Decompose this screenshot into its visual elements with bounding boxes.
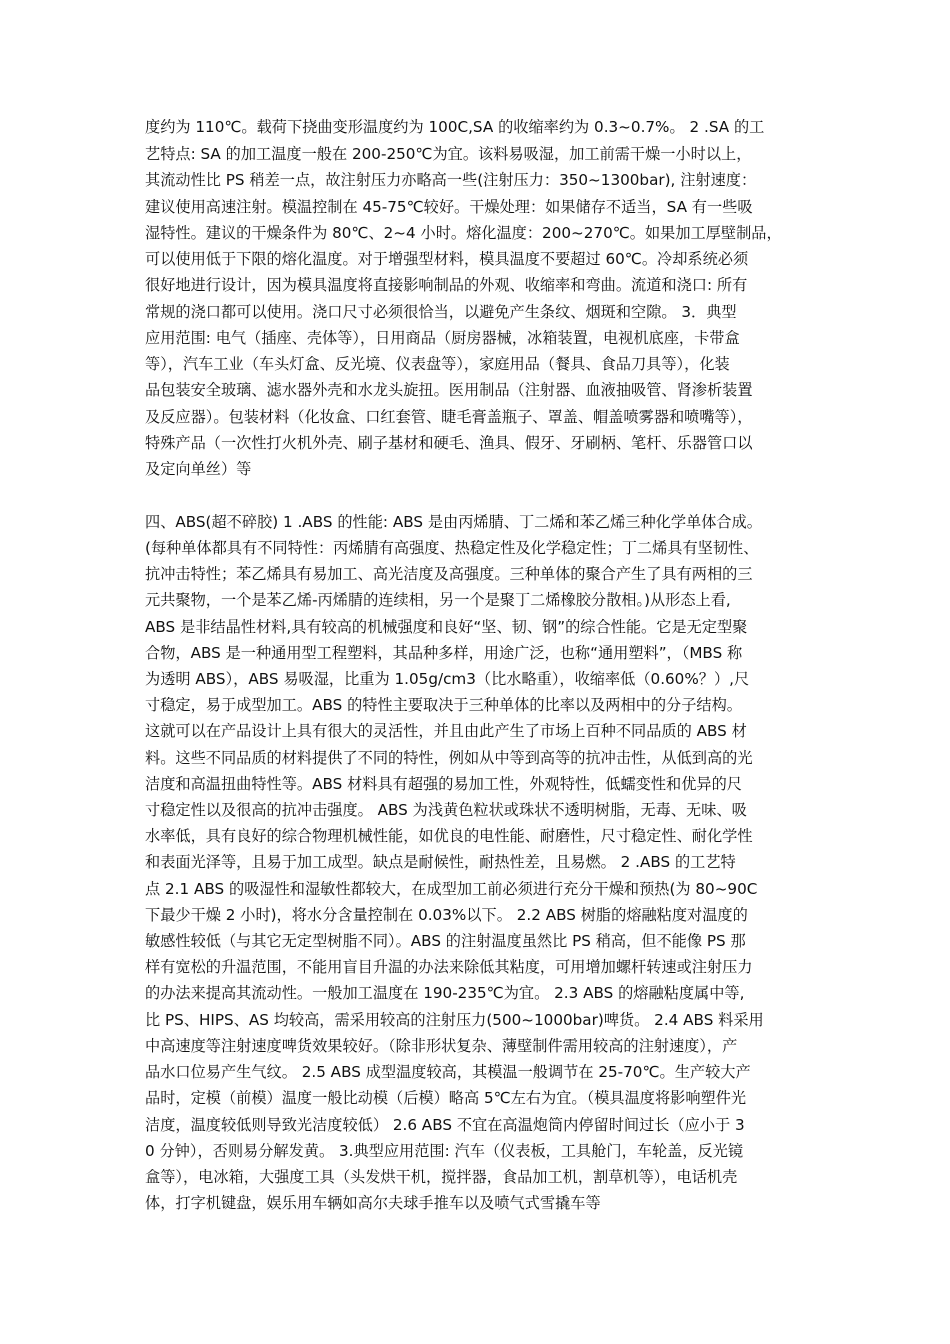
text-line: 下最少干燥 2 小时)，将水分含量控制在 0.03%以下。 2.2 ABS 树脂的熔融粘度对温度的 <box>145 906 748 924</box>
text-line: 盒等），电冰箱，大强度工具（头发烘干机，搅拌器，食品加工机，割草机等），电话机壳 <box>145 1168 738 1186</box>
text-line: 寸稳定，易于成型加工。ABS 的特性主要取决于三种单体的比率以及两相中的分子结构。 <box>145 696 742 714</box>
text-line: 和表面光泽等，且易于加工成型。缺点是耐候性，耐热性差，且易燃。 2 .ABS 的工艺特 <box>145 853 736 871</box>
text-line: (每种单体都具有不同特性：丙烯腈有高强度、热稳定性及化学稳定性；丁二烯具有坚韧性、 <box>145 539 759 557</box>
text-line: 寸稳定性以及很高的抗冲击强度。 ABS 为浅黄色粒状或珠状不透明树脂，无毒、无味、吸 <box>145 801 747 819</box>
text-line: 常规的浇口都可以使用。浇口尺寸必须很恰当，以避免产生条纹、烟斑和空隙。 3．典型 <box>145 303 737 321</box>
text-line: 湿特性。建议的干燥条件为 80℃、2~4 小时。熔化温度：200~270℃。如果加工厚壁制品， <box>145 224 782 242</box>
text-line: 可以使用低于下限的熔化温度。对于增强型材料，模具温度不要超过 60℃。冷却系统必须 <box>145 250 749 268</box>
text-line: 的办法来提高其流动性。一般加工温度在 190-235℃为宜。 2.3 ABS 的熔融粘度属中等, <box>145 984 745 1002</box>
text-line: 水率低，具有良好的综合物理机械性能，如优良的电性能、耐磨性，尺寸稳定性、耐化学性 <box>145 827 753 845</box>
text-line: 中高速度等注射速度啤货效果较好。（除非形状复杂、薄壁制件需用较高的注射速度），产 <box>145 1037 738 1055</box>
text-line: 应用范围: 电气（插座、壳体等），日用商品（厨房器械，冰箱装置，电视机底座，卡带盒 <box>145 329 740 347</box>
text-line: 四、ABS(超不碎胶) 1 .ABS 的性能: ABS 是由丙烯腈、丁二烯和苯乙烯三种化学单体合成。 <box>145 513 762 531</box>
text-line: 度约为 110℃。载荷下挠曲变形温度约为 100C,SA 的收缩率约为 0.3~0.7%。 2 .SA 的工 <box>145 118 765 136</box>
text-line: 品包装安全玻璃、滤水器外壳和水龙头旋扭。医用制品（注射器、血液抽吸管、肾渗析装置 <box>145 381 753 399</box>
text-line: 0 分钟），否则易分解发黄。 3.典型应用范围: 汽车（仪表板，工具舱门，车轮盖，反光镜 <box>145 1142 744 1160</box>
text-line: 很好地进行设计，因为模具温度将直接影响制品的外观、收缩率和弯曲。流道和浇口: 所有 <box>145 276 748 294</box>
text-line: 比 PS、HIPS、AS 均较高，需采用较高的注射压力(500~1000bar)啤货。 2.4 ABS 料采用 <box>145 1011 764 1029</box>
text-line: 样有宽松的升温范围，不能用盲目升温的办法来除低其粘度，可用增加螺杆转速或注射压力 <box>145 958 753 976</box>
text-line: 合物，ABS 是一种通用型工程塑料，其品种多样，用途广泛，也称“通用塑料”，（MBS 称 <box>145 644 743 662</box>
text-line: 等），汽车工业（车头灯盒、反光境、仪表盘等），家庭用品（餐具、食品刀具等），化装 <box>145 355 730 373</box>
text-line: 这就可以在产品设计上具有很大的灵活性，并且由此产生了市场上百种不同品质的 ABS 材 <box>145 722 747 740</box>
text-line: 为透明 ABS），ABS 易吸湿，比重为 1.05g/cm3（比水略重），收缩率低（0.60%？）,尺 <box>145 670 750 688</box>
text-line: 元共聚物，一个是苯乙烯-丙烯腈的连续相，另一个是聚丁二烯橡胶分散相。)从形态上看, <box>145 591 731 609</box>
text-line: 及定向单丝）等 <box>145 460 252 478</box>
text-line: 洁度和高温扭曲特性等。ABS 材料具有超强的易加工性，外观特性，低蠕变性和优异的尺 <box>145 775 742 793</box>
text-line: 其流动性比 PS 稍差一点，故注射压力亦略高一些(注射压力：350~1300bar), 注射速度： <box>145 171 757 189</box>
text-line: 洁度，温度较低则导致光洁度较低） 2.6 ABS 不宜在高温炮筒内停留时间过长（应小于 3 <box>145 1116 745 1134</box>
text-line: 体，打字机键盘，娱乐用车辆如高尔夫球手推车以及喷气式雪撬车等 <box>145 1194 601 1212</box>
text-line: 品水口位易产生气纹。 2.5 ABS 成型温度较高，其模温一般调节在 25-70℃。生产较大产 <box>145 1063 751 1081</box>
text-line: 抗冲击特性；苯乙烯具有易加工、高光洁度及高强度。三种单体的聚合产生了具有两相的三 <box>145 565 753 583</box>
text-line: ABS 是非结晶性材料,具有较高的机械强度和良好“坚、韧、钢”的综合性能。它是无定型聚 <box>145 618 748 636</box>
text-line: 敏感性较低（与其它无定型树脂不同）。ABS 的注射温度虽然比 PS 稍高，但不能像 PS 那 <box>145 932 746 950</box>
text-line: 及反应器）。包装材料（化妆盒、口红套管、睫毛膏盖瓶子、罩盖、帽盖喷雾器和喷嘴等）， <box>145 408 753 426</box>
text-line: 料。这些不同品质的材料提供了不同的特性，例如从中等到高等的抗冲击性，从低到高的光 <box>145 749 753 767</box>
text-line: 艺特点: SA 的加工温度一般在 200-250℃为宜。该料易吸湿，加工前需干燥一小时以上， <box>145 145 752 163</box>
text-line: 特殊产品（一次性打火机外壳、刷子基材和硬毛、渔具、假牙、牙刷柄、笔杆、乐器管口以 <box>145 434 753 452</box>
text-line: 点 2.1 ABS 的吸湿性和湿敏性都较大，在成型加工前必须进行充分干燥和预热(为 80~90C <box>145 880 758 898</box>
text-line: 建议使用高速注射。模温控制在 45-75℃较好。干燥处理：如果储存不适当，SA 有一些吸 <box>145 198 753 216</box>
text-line: 品时，定模（前模）温度一般比动模（后模）略高 5℃左右为宜。（模具温度将影响塑件光 <box>145 1089 747 1107</box>
